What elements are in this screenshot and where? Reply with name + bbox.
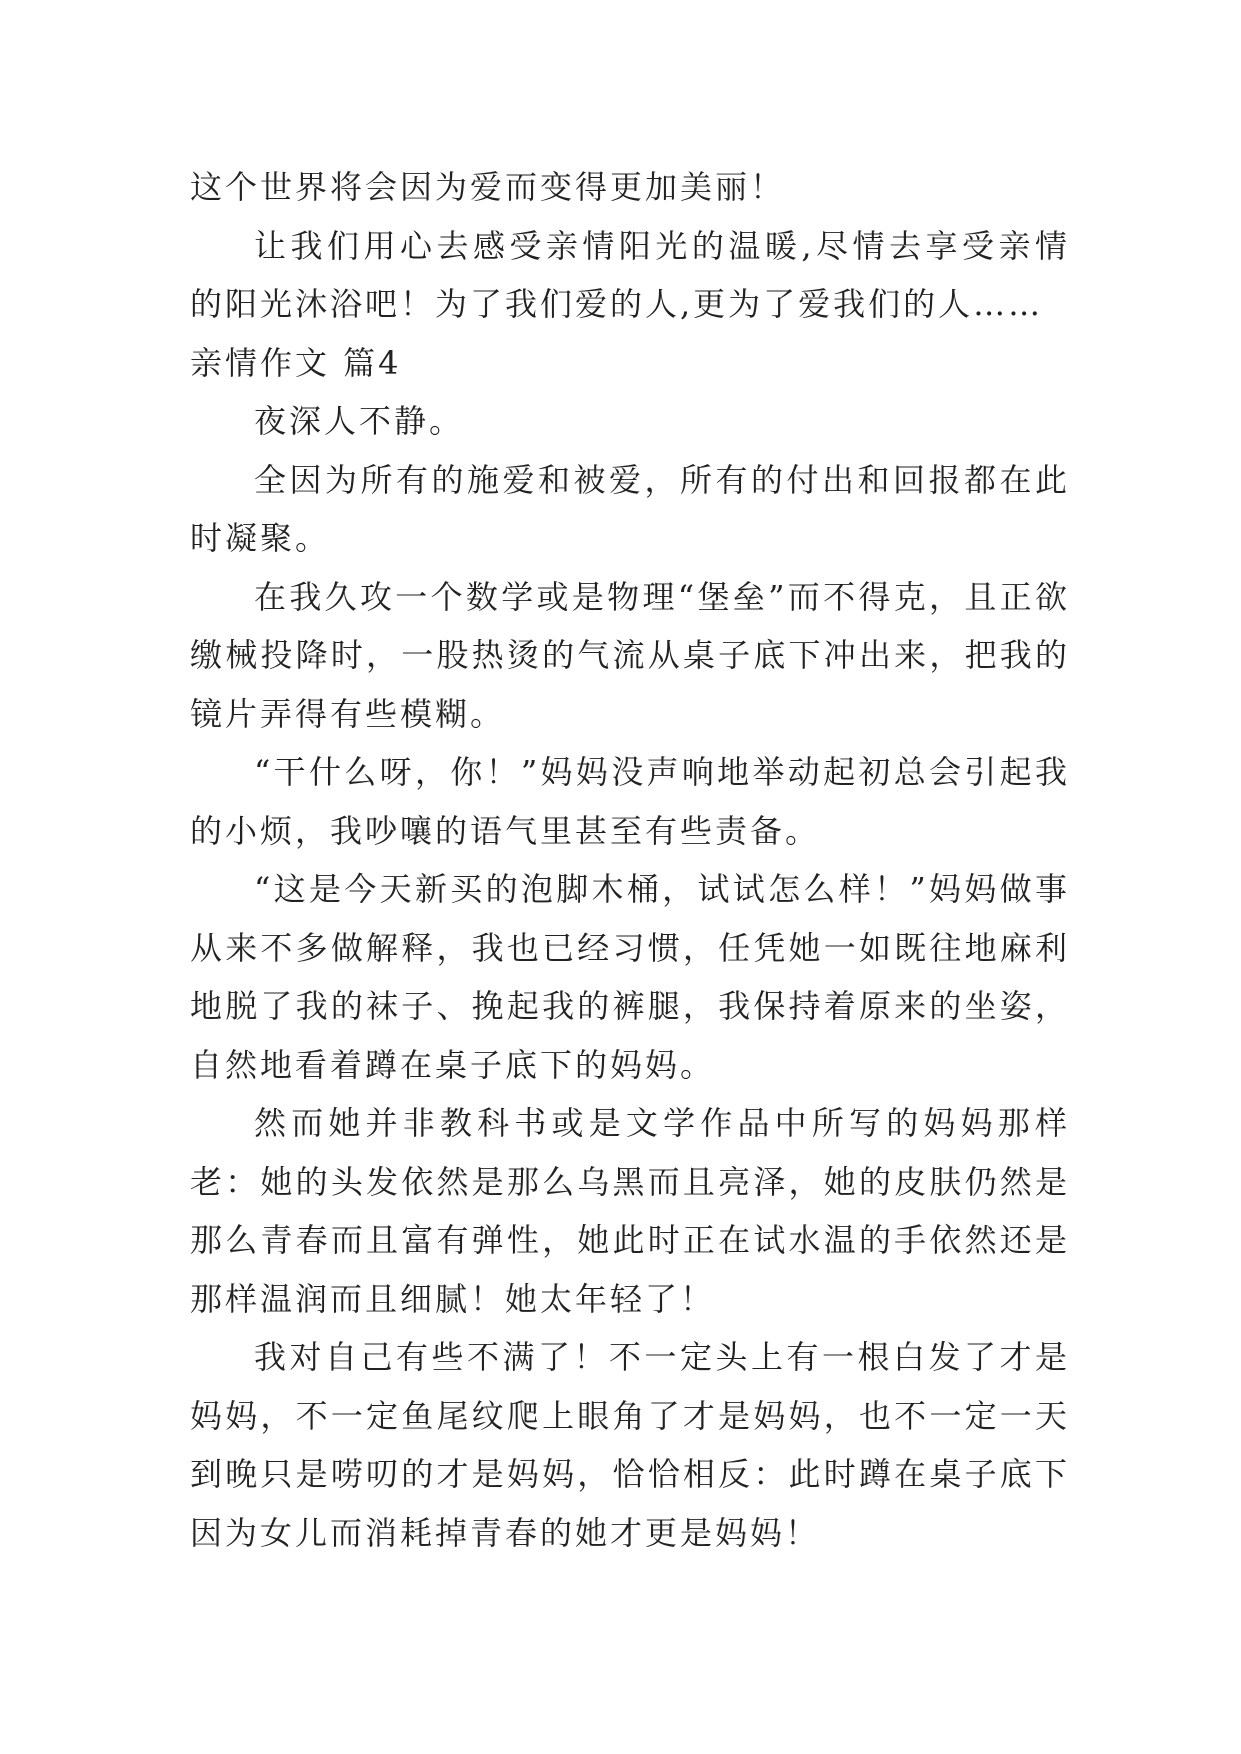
paragraph-6: “干什么呀，你！”妈妈没声响地举动起初总会引起我的小烦，我吵嚷的语气里甚至有些责备。 [190,753,1070,850]
paragraph-4: 全因为所有的施爱和被爱，所有的付出和回报都在此时凝聚。 [190,460,1070,557]
document-body [190,158,1070,1562]
paragraph-7: “这是今天新买的泡脚木桶，试试怎么样！”妈妈做事从来不多做解释，我也已经习惯，任凭她一如既往地麻利地脱了我的袜子、挽起我的裤腿，我保持着原来的坐姿，自然地看着蹲在桌子底下的妈妈。 [190,870,1070,1084]
paragraph-8: 然而她并非教科书或是文学作品中所写的妈妈那样老：她的头发依然是那么乌黑而且亮泽，她的皮肤仍然是那么青春而且富有弹性，她此时正在试水温的手依然还是那样温润而且细腻！她太年轻了！ [190,1104,1070,1318]
paragraph-5: 在我久攻一个数学或是物理“堡垒”而不得克，且正欲缴械投降时，一股热烫的气流从桌子底下冲出来，把我的镜片弄得有些模糊。 [190,577,1070,733]
paragraph-1: 这个世界将会因为爱而变得更加美丽！ [190,168,786,206]
paragraph-2: 让我们用心去感受亲情阳光的温暖,尽情去享受亲情的阳光沐浴吧！为了我们爱的人,更为了爱我们的人…… [190,226,1070,323]
paragraph-9: 我对自己有些不满了！不一定头上有一根白发了才是妈妈，不一定鱼尾纹爬上眼角了才是妈妈，也不一定一天到晚只是唠叨的才是妈妈，恰恰相反：此时蹲在桌子底下因为女儿而消耗掉青春的她才更是妈妈！ [190,1338,1070,1552]
paragraph-3: 夜深人不静。 [254,402,465,440]
section-heading: 亲情作文 篇4 [190,343,402,382]
